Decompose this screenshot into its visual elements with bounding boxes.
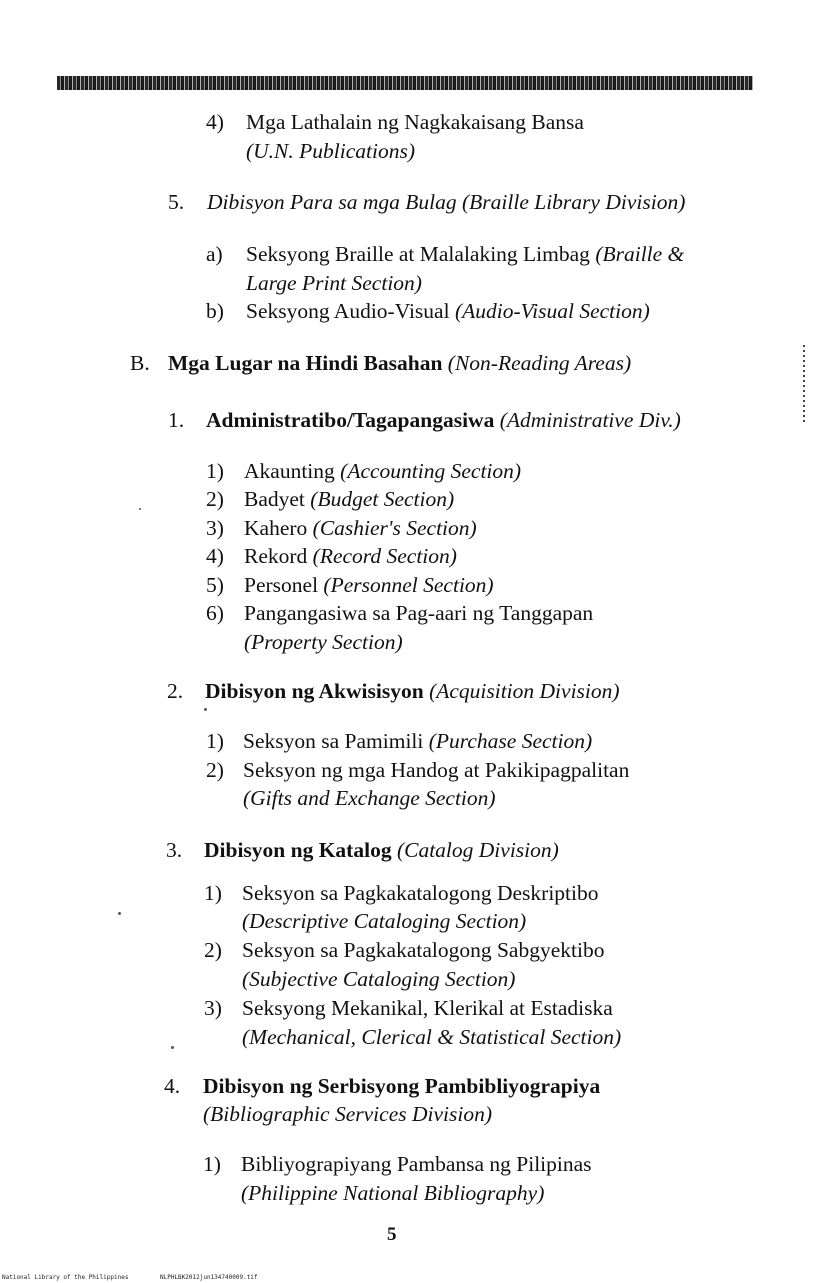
list-item <box>246 297 650 325</box>
scan-speck <box>204 708 207 711</box>
list-item <box>243 727 592 755</box>
item-text: Rekord <box>244 544 308 568</box>
item-number: 3. <box>166 838 183 862</box>
list-item <box>242 994 613 1022</box>
list-item <box>241 1150 592 1178</box>
scan-edge-marks <box>803 345 805 423</box>
list-item-translation <box>246 137 415 165</box>
item-translation: (Acquisition Division) <box>429 679 620 703</box>
item-number: 2) <box>206 487 224 511</box>
section-heading <box>168 349 631 377</box>
list-item <box>246 240 684 268</box>
item-text: Dibisyon ng Akwisisyon <box>205 679 424 703</box>
item-translation: (Purchase Section) <box>428 729 593 753</box>
item-number: 1) <box>203 1152 221 1176</box>
item-number: 4. <box>164 1074 181 1098</box>
item-text: Bibliyograpiyang Pambansa ng Pilipinas <box>241 1152 592 1176</box>
scan-header-bar <box>57 76 753 90</box>
item-text: Mga Lathalain ng Nagkakaisang Bansa <box>246 110 584 134</box>
list-item <box>242 879 599 907</box>
page-number: 5 <box>387 1224 397 1245</box>
list-item-translation <box>246 269 422 297</box>
item-translation: (Philippine National Bibliography) <box>241 1181 545 1205</box>
item-text: Dibisyon ng Serbisyong Pambibliyograpiya <box>203 1074 601 1098</box>
item-text: Seksyong Mekanikal, Klerikal at Estadiska <box>242 996 613 1020</box>
item-translation: (Non-Reading Areas) <box>447 351 632 375</box>
item-number: 2) <box>204 938 222 962</box>
list-item-translation <box>242 965 515 993</box>
list-item-translation <box>241 1179 544 1207</box>
item-text: Administratibo/Tagapangasiwa <box>206 408 495 432</box>
list-item-translation <box>244 628 403 656</box>
list-item <box>207 188 685 216</box>
item-translation: (Administrative Div.) <box>499 408 681 432</box>
list-item <box>246 108 584 136</box>
division-heading <box>204 836 559 864</box>
list-item <box>244 485 454 513</box>
item-number: 1) <box>206 729 224 753</box>
item-text: Seksyong Audio-Visual <box>246 299 450 323</box>
list-item <box>244 542 457 570</box>
list-item-translation <box>203 1100 492 1128</box>
item-number: 3) <box>204 996 222 1020</box>
item-translation: (Mechanical, Clerical & Statistical Section) <box>242 1025 622 1049</box>
item-text: Personel <box>244 573 319 597</box>
item-text: Pangangasiwa sa Pag-aari ng Tanggapan <box>244 601 594 625</box>
item-translation: (Cashier's Section) <box>312 516 477 540</box>
item-number: 2) <box>206 758 224 782</box>
item-number: 2. <box>167 679 184 703</box>
item-translation: (Property Section) <box>244 630 403 654</box>
item-number: B. <box>130 351 150 375</box>
list-item <box>244 457 521 485</box>
item-number: 1) <box>206 459 224 483</box>
list-item <box>244 599 593 627</box>
item-text: Badyet <box>244 487 305 511</box>
item-number: 3) <box>206 516 224 540</box>
list-item <box>243 756 629 784</box>
division-heading <box>206 406 681 434</box>
list-item-translation <box>243 784 496 812</box>
item-translation: (Record Section) <box>312 544 457 568</box>
item-text: Kahero <box>244 516 308 540</box>
list-item <box>242 936 604 964</box>
list-item-translation <box>242 907 526 935</box>
footer-filename: NLPHLBK2012jun134740009.tif <box>160 1274 258 1281</box>
item-number: 4) <box>206 110 224 134</box>
item-number: 1. <box>168 408 185 432</box>
scan-speck <box>171 1046 174 1049</box>
item-number: 5) <box>206 573 224 597</box>
list-item-translation <box>242 1023 621 1051</box>
item-number: 5. <box>168 190 185 214</box>
item-text: Mga Lugar na Hindi Basahan <box>168 351 443 375</box>
footer-library: National Library of the Philippines <box>2 1274 129 1281</box>
item-number: 6) <box>206 601 224 625</box>
scan-speck <box>139 508 141 510</box>
item-translation: (Braille & <box>595 242 685 266</box>
division-heading <box>203 1072 600 1100</box>
item-translation: (Bibliographic Services Division) <box>203 1102 492 1126</box>
item-translation: (Budget Section) <box>310 487 455 511</box>
item-translation: (Accounting Section) <box>340 459 522 483</box>
item-number: 1) <box>204 881 222 905</box>
item-text: Akaunting <box>244 459 335 483</box>
item-number: 4) <box>206 544 224 568</box>
item-text: Dibisyon ng Katalog <box>204 838 392 862</box>
item-translation: Large Print Section) <box>246 271 422 295</box>
item-text: Seksyon sa Pagkakatalogong Deskriptibo <box>242 881 599 905</box>
item-translation: (Catalog Division) <box>396 838 559 862</box>
list-item <box>244 571 494 599</box>
item-text: Seksyon sa Pamimili <box>243 729 424 753</box>
item-text: Seksyong Braille at Malalaking Limbag <box>246 242 590 266</box>
item-number: a) <box>206 242 223 266</box>
item-translation: (Gifts and Exchange Section) <box>243 786 496 810</box>
scan-speck <box>118 912 121 915</box>
item-translation: (U.N. Publications) <box>246 139 415 163</box>
division-heading <box>205 677 620 705</box>
item-translation: (Descriptive Cataloging Section) <box>242 909 527 933</box>
item-translation: (Personnel Section) <box>323 573 494 597</box>
item-text: Seksyon ng mga Handog at Pakikipagpalitan <box>243 758 630 782</box>
item-number: b) <box>206 299 224 323</box>
list-item <box>244 514 477 542</box>
item-translation: (Subjective Cataloging Section) <box>242 967 516 991</box>
item-translation: (Audio-Visual Section) <box>454 299 650 323</box>
item-translation: Dibisyon Para sa mga Bulag (Braille Library Division) <box>207 190 686 214</box>
item-text: Seksyon sa Pagkakatalogong Sabgyektibo <box>242 938 605 962</box>
